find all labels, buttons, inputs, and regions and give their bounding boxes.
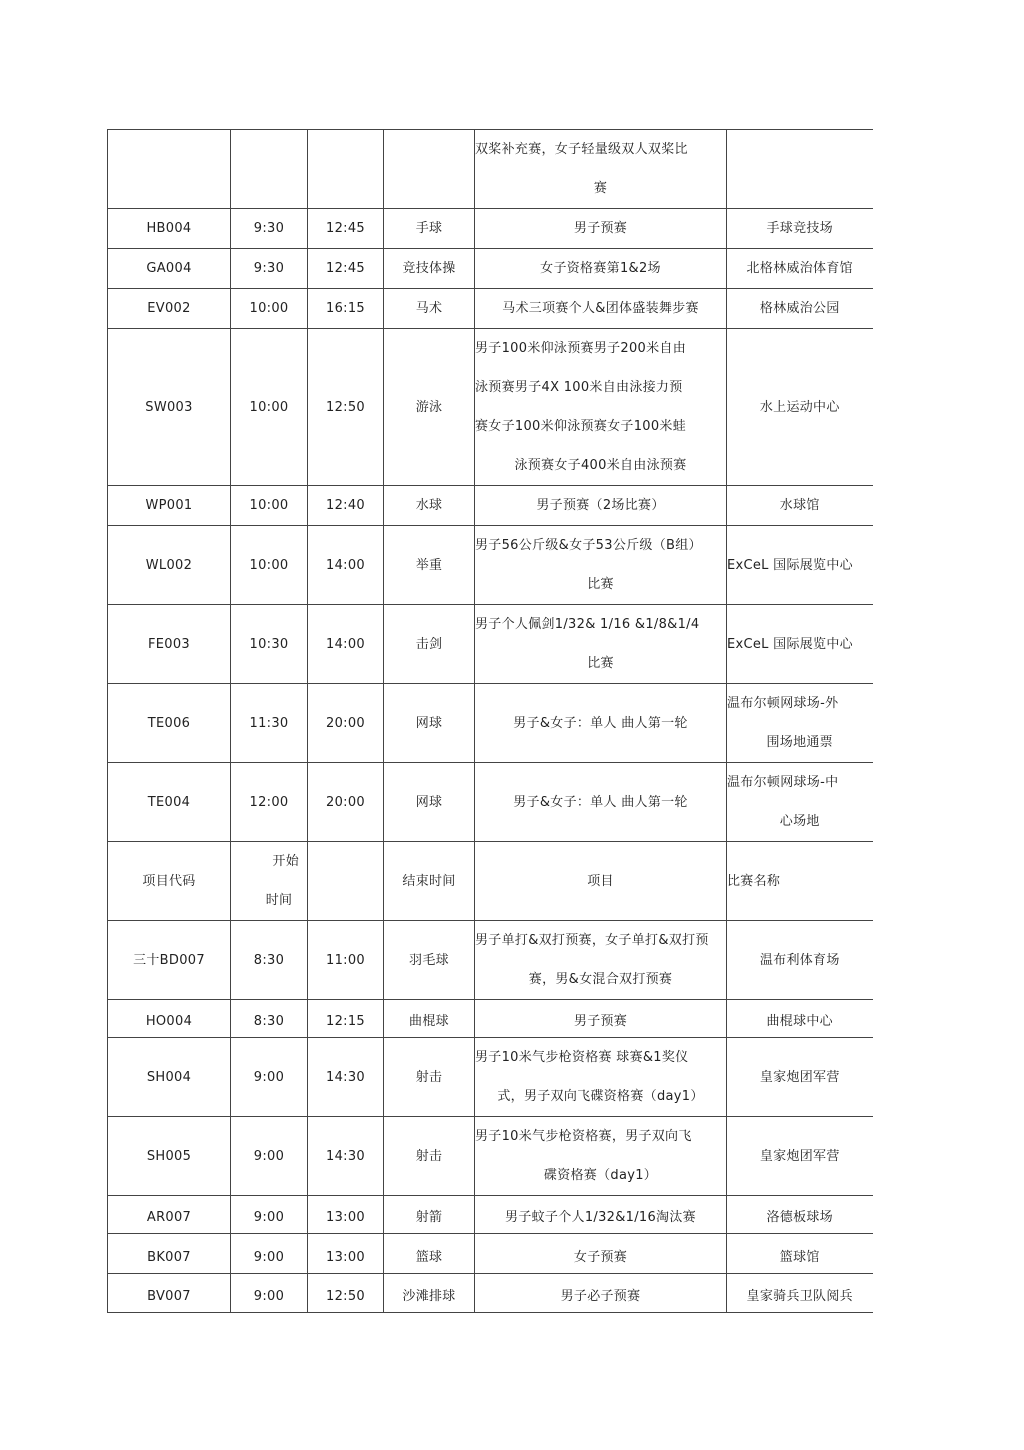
event-cell [475, 1117, 727, 1196]
end-time-cell: 12:15 [308, 1000, 384, 1038]
end-time-cell: 13:00 [308, 1196, 384, 1234]
end-time-cell: 12:40 [308, 486, 384, 526]
venue-cell [727, 486, 873, 526]
venue-line: 温布利体育场 [759, 952, 840, 968]
start-time-cell [231, 842, 308, 921]
code-cell: HB004 [108, 209, 231, 249]
sport-cell: 沙滩排球 [384, 1274, 475, 1313]
venue-line: 温布尔顿网球场-中 [727, 775, 839, 790]
event-cell [475, 130, 727, 209]
venue-cell [727, 1117, 873, 1196]
code-cell: 三十BD007 [108, 921, 231, 1000]
end-time-cell: 16:15 [308, 289, 384, 329]
event-line: 男子预赛 [573, 221, 628, 236]
venue-line: 围场地通票 [766, 735, 833, 750]
event-line: 男子蚊子个人1/32&1/16淘汰赛 [505, 1210, 696, 1225]
end-time-cell: 14:00 [308, 526, 384, 605]
end-time-cell [308, 130, 384, 209]
event-line: 泳预赛女子400米自由泳预赛 [514, 458, 687, 473]
table-row [108, 329, 873, 486]
code-cell: TE004 [108, 763, 231, 842]
sport-cell: 射箭 [384, 1196, 475, 1234]
table-row [108, 1117, 873, 1196]
code-cell: AR007 [108, 1196, 231, 1234]
sport-cell: 水球 [384, 486, 475, 526]
end-time-cell: 13:00 [308, 1234, 384, 1274]
venue-cell [727, 1000, 873, 1038]
sport-cell: 射击 [384, 1038, 475, 1117]
table-row [108, 684, 873, 763]
venue-line: 皇家炮团军营 [759, 1069, 840, 1085]
sport-cell: 马术 [384, 289, 475, 329]
event-cell [475, 1274, 727, 1313]
event-line: 男子预赛（2场比赛） [536, 498, 665, 513]
sport-cell: 结束时间 [384, 842, 475, 921]
table-row [108, 209, 873, 249]
event-line: 比赛 [587, 656, 614, 671]
venue-line: 曲棍球中心 [766, 1014, 833, 1029]
end-time-cell: 20:00 [308, 763, 384, 842]
venue-cell [727, 1234, 873, 1274]
venue-cell [727, 1038, 873, 1117]
venue-line: ExCeL 国际展览中心 [727, 557, 853, 573]
event-line: 男子56公斤级&女子53公斤级（B组） [475, 538, 702, 553]
table-row [108, 130, 873, 209]
code-cell: SH005 [108, 1117, 231, 1196]
code-cell: BK007 [108, 1234, 231, 1274]
venue-cell [727, 684, 873, 763]
sport-cell: 举重 [384, 526, 475, 605]
venue-line: 水上运动中心 [759, 399, 840, 415]
start-time-cell: 12:00 [231, 763, 308, 842]
event-cell [475, 329, 727, 486]
event-line: 比赛 [587, 577, 614, 592]
event-cell [475, 289, 727, 329]
venue-cell [727, 209, 873, 249]
schedule-table-body [108, 130, 873, 1313]
sport-cell: 曲棍球 [384, 1000, 475, 1038]
code-cell: 项目代码 [108, 842, 231, 921]
event-line: 男子必子预赛 [560, 1289, 641, 1304]
start-time-cell: 10:00 [231, 289, 308, 329]
event-line: 碟资格赛（day1） [543, 1168, 658, 1183]
event-line: 赛女子100米仰泳预赛女子100米蛙 [475, 419, 687, 434]
schedule-table [107, 129, 873, 1313]
end-time-cell: 12:45 [308, 249, 384, 289]
event-cell [475, 684, 727, 763]
event-line: 男子预赛 [573, 1014, 628, 1029]
sport-cell: 篮球 [384, 1234, 475, 1274]
sport-cell: 手球 [384, 209, 475, 249]
event-line: 赛，男&女混合双打预赛 [528, 972, 673, 987]
venue-cell [727, 921, 873, 1000]
event-cell [475, 249, 727, 289]
sport-cell: 射击 [384, 1117, 475, 1196]
venue-cell [727, 249, 873, 289]
sport-cell: 网球 [384, 684, 475, 763]
table-row [108, 1000, 873, 1038]
event-cell [475, 1000, 727, 1038]
header-row [108, 842, 873, 921]
code-cell: TE006 [108, 684, 231, 763]
code-cell: HO004 [108, 1000, 231, 1038]
code-cell: SW003 [108, 329, 231, 486]
start-time-cell: 10:00 [231, 329, 308, 486]
event-cell [475, 605, 727, 684]
end-time-cell: 12:50 [308, 329, 384, 486]
sport-cell [384, 130, 475, 209]
venue-line: 皇家炮团军营 [759, 1148, 840, 1164]
event-cell [475, 526, 727, 605]
event-line: 男子&女子：单人 曲人第一轮 [513, 715, 688, 731]
table-row [108, 605, 873, 684]
venue-cell [727, 289, 873, 329]
end-time-cell: 12:50 [308, 1274, 384, 1313]
event-line: 式，男子双向飞碟资格赛（day1） [497, 1089, 704, 1104]
start-time-cell: 10:00 [231, 526, 308, 605]
sport-cell: 击剑 [384, 605, 475, 684]
venue-cell [727, 1274, 873, 1313]
event-line: 女子预赛 [573, 1250, 628, 1265]
venue-cell [727, 526, 873, 605]
event-line: 双桨补充赛，女子轻量级双人双桨比 [475, 142, 688, 157]
event-line: 男子100米仰泳预赛男子200米自由 [475, 341, 687, 356]
venue-line: 比赛名称 [727, 873, 781, 889]
venue-cell [727, 605, 873, 684]
end-time-cell: 14:00 [308, 605, 384, 684]
event-cell [475, 209, 727, 249]
table-row [108, 921, 873, 1000]
table-row [108, 1274, 873, 1313]
table-row [108, 1038, 873, 1117]
event-cell [475, 1038, 727, 1117]
venue-line: 格林威治公园 [759, 301, 840, 316]
venue-line: ExCeL 国际展览中心 [727, 636, 853, 652]
venue-cell [727, 842, 873, 921]
event-cell [475, 763, 727, 842]
event-line: 赛 [593, 181, 608, 196]
start-time-cell: 10:00 [231, 486, 308, 526]
venue-line: 心场地 [779, 814, 820, 829]
start-time-cell: 9:00 [231, 1234, 308, 1274]
event-cell [475, 486, 727, 526]
venue-line: 北格林威治体育馆 [746, 261, 853, 276]
venue-cell [727, 130, 873, 209]
code-cell: WL002 [108, 526, 231, 605]
event-line: 马术三项赛个人&团体盛装舞步赛 [502, 301, 699, 316]
event-line: 男子10米气步枪资格赛 球赛&1奖仪 [475, 1050, 689, 1065]
start-time-cell: 9:30 [231, 249, 308, 289]
code-cell: EV002 [108, 289, 231, 329]
start-time-cell: 8:30 [231, 921, 308, 1000]
start-header-line: 开始 [272, 854, 299, 869]
start-time-cell: 9:00 [231, 1196, 308, 1234]
table-row [108, 763, 873, 842]
venue-line: 手球竞技场 [766, 221, 833, 236]
code-cell: BV007 [108, 1274, 231, 1313]
sport-cell: 网球 [384, 763, 475, 842]
table-row [108, 526, 873, 605]
event-cell [475, 1234, 727, 1274]
sport-cell: 竞技体操 [384, 249, 475, 289]
start-time-cell: 9:00 [231, 1038, 308, 1117]
event-cell [475, 1196, 727, 1234]
start-time-cell: 10:30 [231, 605, 308, 684]
end-time-cell: 20:00 [308, 684, 384, 763]
end-time-cell: 14:30 [308, 1038, 384, 1117]
start-time-cell [231, 130, 308, 209]
table-row [108, 289, 873, 329]
table-row [108, 486, 873, 526]
sport-cell: 羽毛球 [384, 921, 475, 1000]
table-row [108, 1234, 873, 1274]
venue-line: 洛德板球场 [766, 1210, 833, 1225]
venue-cell [727, 329, 873, 486]
event-cell [475, 921, 727, 1000]
event-line: 男子单打&双打预赛，女子单打&双打预 [475, 933, 709, 948]
table-row [108, 249, 873, 289]
code-cell: GA004 [108, 249, 231, 289]
venue-line: 篮球馆 [779, 1250, 820, 1265]
event-line: 男子&女子：单人 曲人第一轮 [513, 794, 688, 810]
table-row [108, 1196, 873, 1234]
venue-line: 水球馆 [779, 498, 820, 513]
event-line: 项目 [587, 873, 614, 889]
event-cell [475, 842, 727, 921]
sport-cell: 游泳 [384, 329, 475, 486]
code-cell: SH004 [108, 1038, 231, 1117]
code-cell: WP001 [108, 486, 231, 526]
start-time-cell: 9:00 [231, 1274, 308, 1313]
end-time-cell: 11:00 [308, 921, 384, 1000]
event-line: 男子个人佩剑1/32& 1/16 &1/8&1/4 [475, 617, 700, 632]
event-line: 女子资格赛第1&2场 [540, 261, 661, 276]
event-line: 男子10米气步枪资格赛，男子双向飞 [475, 1129, 692, 1144]
venue-line: 温布尔顿网球场-外 [727, 696, 839, 711]
start-time-cell: 9:00 [231, 1117, 308, 1196]
venue-line: 皇家骑兵卫队阅兵 [746, 1289, 853, 1304]
start-time-cell: 8:30 [231, 1000, 308, 1038]
venue-cell [727, 1196, 873, 1234]
start-time-cell: 9:30 [231, 209, 308, 249]
venue-cell [727, 763, 873, 842]
start-header-line: 时间 [265, 893, 293, 908]
end-time-cell [308, 842, 384, 921]
end-time-cell: 12:45 [308, 209, 384, 249]
start-time-cell: 11:30 [231, 684, 308, 763]
code-cell: FE003 [108, 605, 231, 684]
event-line: 泳预赛男子4X 100米自由泳接力预 [475, 380, 683, 395]
end-time-cell: 14:30 [308, 1117, 384, 1196]
code-cell [108, 130, 231, 209]
